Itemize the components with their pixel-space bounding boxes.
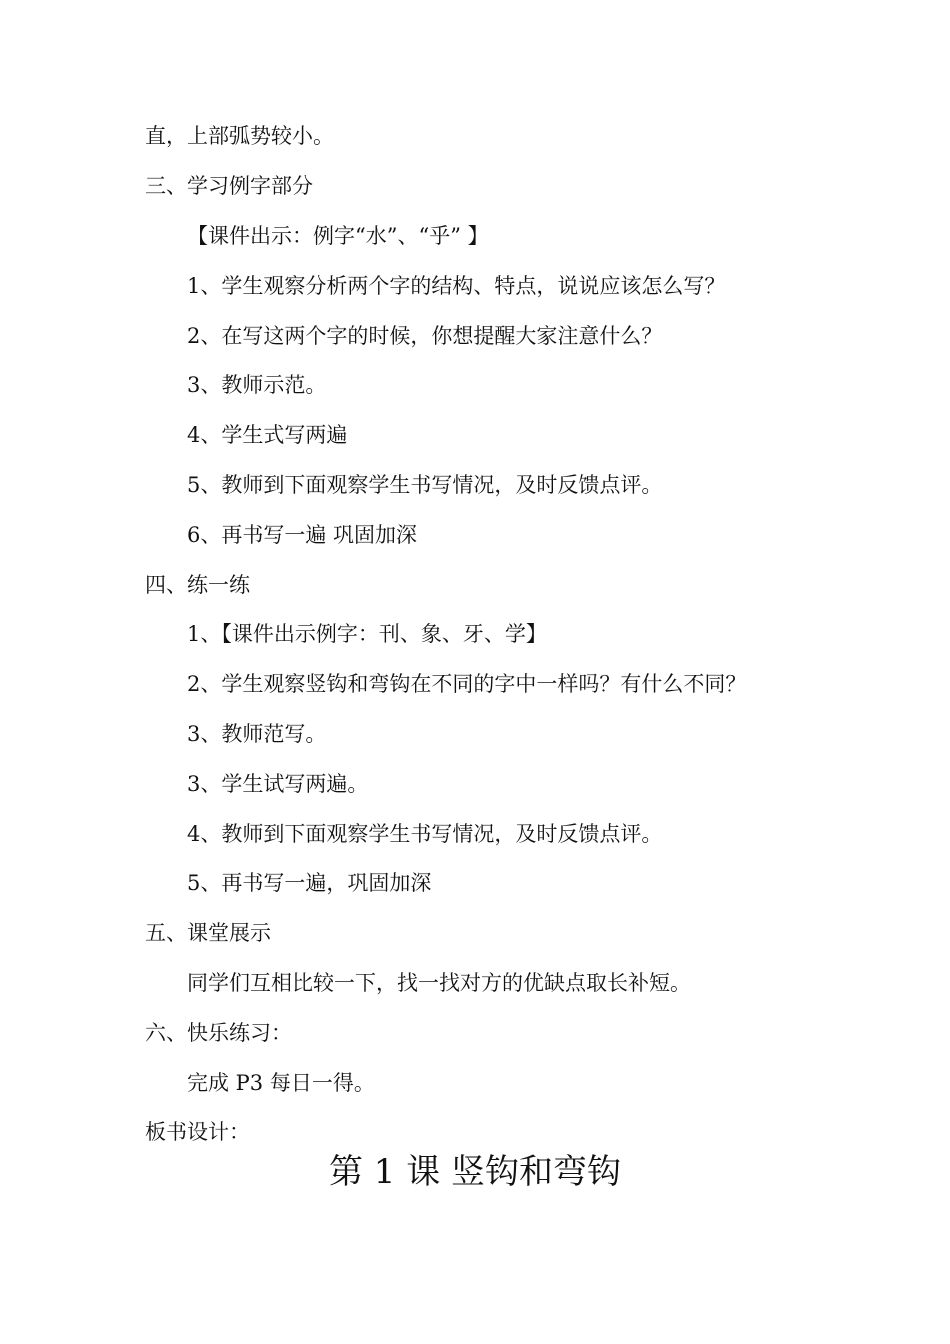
text-line-continuation: 直，上部弧势较小。 — [145, 124, 334, 148]
step-item: 4、学生式写两遍 — [187, 423, 348, 447]
step-item: 3、教师示范。 — [187, 373, 327, 397]
step-item: 3、教师范写。 — [187, 722, 327, 746]
step-item: 6、再书写一遍 巩固加深 — [187, 523, 418, 547]
courseware-note: 【课件出示：例字“水”、“乎” 】 — [187, 224, 489, 248]
board-title: 第 1 课 竖钩和弯钩 — [328, 1152, 622, 1192]
step-item: 2、在写这两个字的时候，你想提醒大家注意什么？ — [187, 324, 663, 348]
step-item: 2、学生观察竖钩和弯钩在不同的字中一样吗？有什么不同？ — [187, 672, 747, 696]
section-heading-6: 六、快乐练习： — [145, 1021, 292, 1045]
paragraph: 完成 P3 每日一得。 — [187, 1071, 375, 1095]
step-item: 1、【课件出示例字：刊、象、牙、学】 — [187, 622, 547, 646]
step-item: 1、学生观察分析两个字的结构、特点，说说应该怎么写？ — [187, 274, 726, 298]
section-heading-5: 五、课堂展示 — [145, 921, 271, 945]
step-item: 5、再书写一遍，巩固加深 — [187, 871, 432, 895]
section-heading-3: 三、学习例字部分 — [145, 174, 313, 198]
step-item: 3、学生试写两遍。 — [187, 772, 369, 796]
section-heading-4: 四、练一练 — [145, 573, 250, 597]
step-item: 5、教师到下面观察学生书写情况，及时反馈点评。 — [187, 473, 663, 497]
paragraph: 同学们互相比较一下，找一找对方的优缺点取长补短。 — [187, 971, 691, 995]
board-design-label: 板书设计： — [145, 1120, 250, 1144]
step-item: 4、教师到下面观察学生书写情况，及时反馈点评。 — [187, 822, 663, 846]
